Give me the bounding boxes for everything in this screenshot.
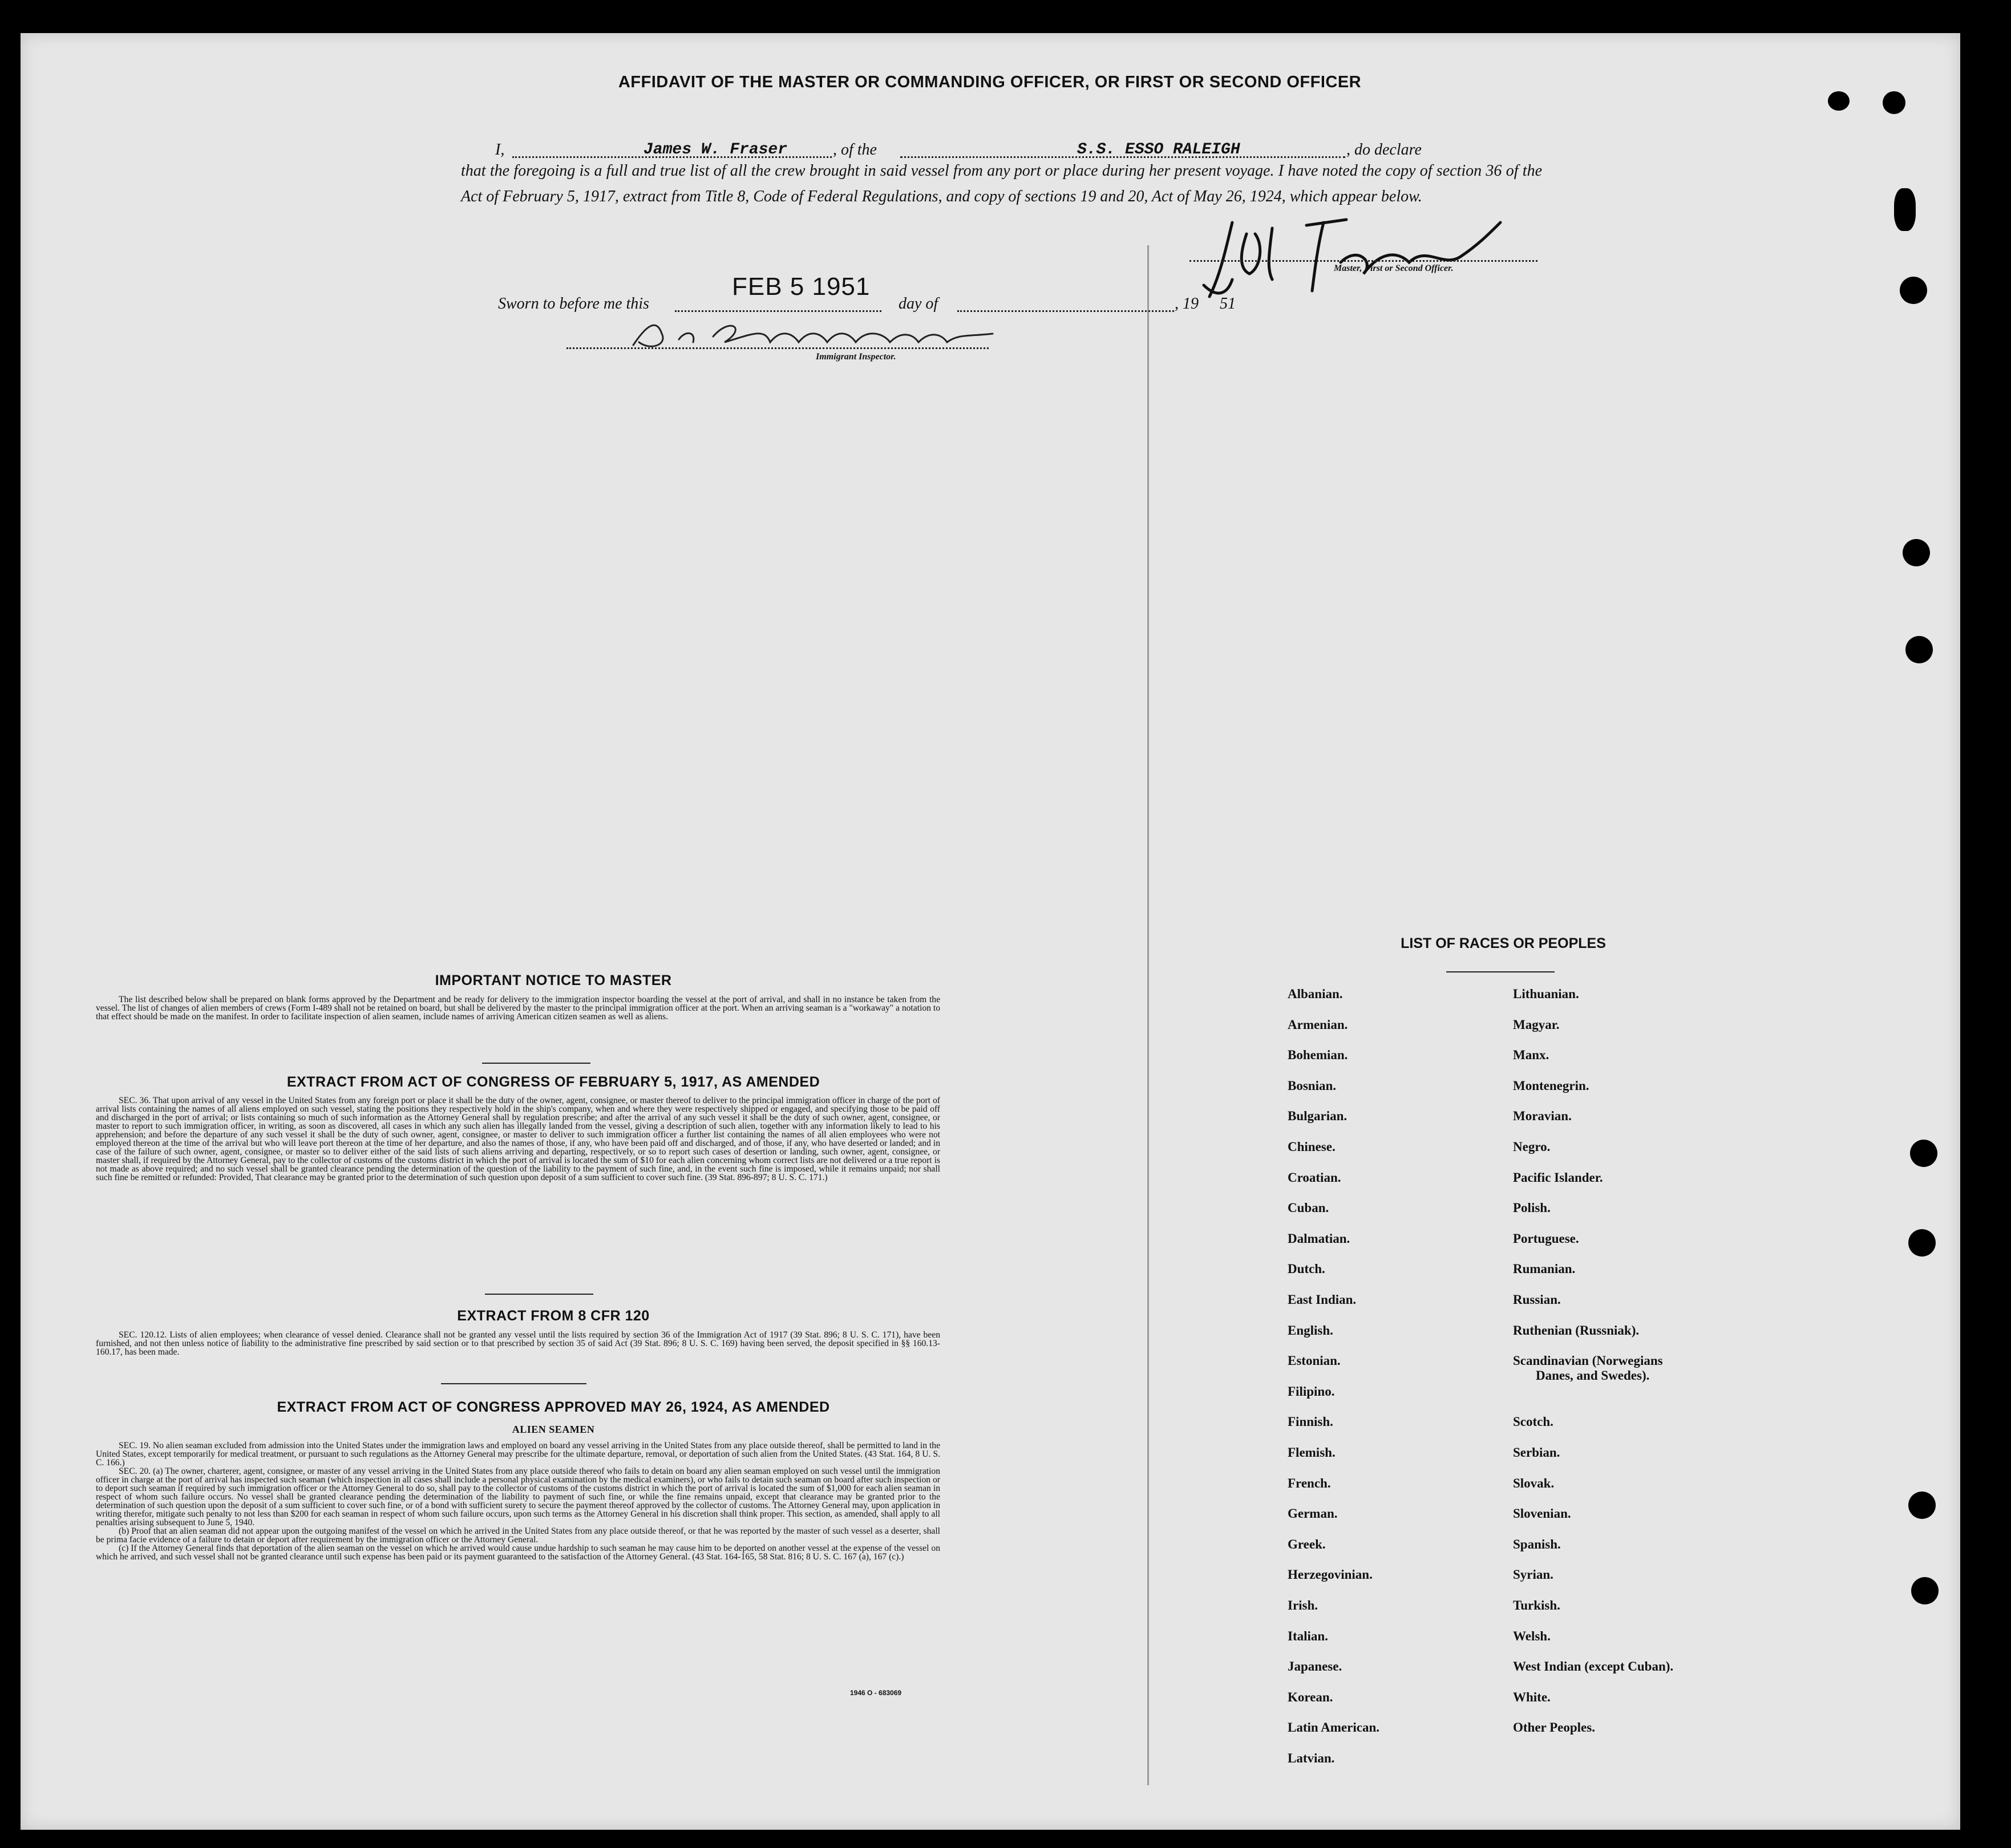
punch-hole xyxy=(1910,1140,1937,1167)
race-item: Bosnian. xyxy=(1288,1078,1337,1093)
date-stamp: FEB 5 1951 xyxy=(732,273,871,301)
declaration-paragraph xyxy=(461,158,1542,209)
day-of-label: day of xyxy=(899,295,938,313)
extract1-heading: EXTRACT FROM ACT OF CONGRESS OF FEBRUARY 5, 1917, AS AMENDED xyxy=(286,1074,820,1090)
race-item: Scotch. xyxy=(1513,1415,1553,1429)
race-item: Magyar. xyxy=(1513,1017,1560,1032)
year-suffix: 51 xyxy=(1220,295,1236,313)
race-item: Armenian. xyxy=(1288,1017,1348,1032)
punch-hole xyxy=(1900,277,1927,304)
declaration-prefix: I, xyxy=(495,141,505,159)
race-item: Flemish. xyxy=(1288,1445,1336,1460)
extract3-paragraph: (b) Proof that an alien seaman did not appear upon the outgoing manifest of the vessel on which he arrived in the United States from any place outside thereof, or that he was reported by the master of such vessel as a deserter, shall be prima facie evidence of a failure to detain or deport after requirement by the immigration officer or the Attorney General. xyxy=(96,1526,940,1545)
race-item: German. xyxy=(1288,1506,1338,1521)
race-item: Korean. xyxy=(1288,1689,1333,1704)
extract3-paragraph: SEC. 20. (a) The owner, charterer, agent, consignee, or master of any vessel arriving in the United States from any place outside thereof who fails to detain on board any alien seaman employed on such vessel until the immigration officer in charge at the port of arrival has inspected such seaman (which inspection in all cases shall include a personal physical examination by the medical examiners), or who fails to detain such seaman on board after such inspection or to deport such seaman if required by such immigration officer or the Attorney General to do so, shall pay to the collector of customs of the customs district in which the port of arrival is located the sum of $1,000 for each alien seaman in respect of whom such failure occurs. No vessel shall be granted clearance pending the determination of the liability to payment of such fine, or while the fine remains unpaid, except that clearance may be granted prior to the determination of such question upon the deposit of a sum sufficient to cover such fine, or of a bond with sufficient surety to secure the payment thereof approved by the collector of customs. The Attorney General may, upon application in writing therefor, mitigate such penalty to not less than $200 for each seaman in respect of whom such failure occurs, upon such terms as the Attorney General in his discretion shall think proper. This section, as amended, shall apply to all penalties arising subsequent to June 5, 1940. xyxy=(96,1466,940,1527)
race-item: West Indian (except Cuban). xyxy=(1513,1659,1674,1674)
race-item: Syrian. xyxy=(1513,1567,1553,1582)
race-item: French. xyxy=(1288,1476,1331,1490)
race-item: Montenegrin. xyxy=(1513,1078,1589,1093)
notice-text xyxy=(96,995,940,1021)
punch-hole xyxy=(1908,1492,1936,1519)
extract1-text xyxy=(96,1096,940,1182)
print-code: 1946 O - 683069 xyxy=(850,1689,902,1697)
race-item: Latin American. xyxy=(1288,1720,1379,1735)
extract3-heading: EXTRACT FROM ACT OF CONGRESS APPROVED MAY 26, 1924, AS AMENDED xyxy=(277,1399,830,1415)
signature-line xyxy=(1189,245,1537,262)
race-item: Japanese. xyxy=(1288,1659,1342,1674)
extract3-text xyxy=(96,1441,940,1561)
punch-hole xyxy=(1905,636,1933,663)
notice-paragraph: The list described below shall be prepared on blank forms approved by the Department and be ready for delivery to the immigration inspector boarding the vessel at the port of arrival, and shall in no instance be taken from the vessel. The list of changes of alien members of crews (Form I-489 shall not be retained on board, but shall be delivered by the master to the principal immigration officer at the port. When an arriving seaman is a "workaway" a notation to that effect should be made on the manifest. In order to facilitate inspection of alien seamen, include names of arriving American citizen seamen as well as aliens. xyxy=(96,995,940,1022)
signature-caption: Master, First or Second Officer. xyxy=(1334,264,1454,273)
divider xyxy=(482,1063,590,1064)
extract2-text xyxy=(96,1331,940,1356)
race-item: Polish. xyxy=(1513,1201,1551,1215)
extract1-paragraph: SEC. 36. That upon arrival of any vessel in the United States from any foreign port or place it shall be the duty of the owner, agent, consignee, or master thereof to deliver to the principal immigration officer in charge of the port of arrival lists containing the names of all aliens employed on such vessel, stating the positions they respectively hold in the ship's company, when and where they were respectively shipped or engaged, and specifying those to be paid off and discharged in the port of arrival; or lists containing so much of such information as the Attorney General shall by regulation prescribe; and after the arrival of any such vessel it shall be the duty of such owner, agent, consignee, or master to report to such immigration officer, in writing, as soon as discovered, all cases in which any such alien has illegally landed from the vessel, giving a description of such alien, together with any information likely to lead to his apprehension; and before the departure of any such vessel it shall be the duty of such owner, agent, consignee, or master to deliver to such immigration officer a further list containing the names of all alien employees who were not employed thereon at the time of the arrival but who will leave port thereon at the time of her departure, and also the names of those, if any, who have been paid off and discharged, and of those, if any, who have deserted or landed; and in case of the failure of such owner, agent, consignee, or master so to deliver either of the said lists of such aliens arriving and departing, respectively, or so to report such cases of desertion or landing, such owner, agent, consignee, or master shall, if required by the Attorney General, pay to the collector of customs of the customs district in which the port of arrival is located the sum of $10 for each alien concerning whom correct lists are not delivered or a true report is not made as above required; and no such vessel shall be granted clearance pending the determination of the question of the liability to the payment of such fine, and, in the event such fine is imposed, while it remains unpaid; nor shall such fine be remitted or refunded: Provided, That clearance may be granted prior to the determination of such question upon deposit of a sum sufficient to cover such fine. (39 Stat. 896-897; 8 U. S. C. 171.) xyxy=(96,1096,940,1182)
punch-hole xyxy=(1911,1577,1939,1604)
do-declare-label: , do declare xyxy=(1346,141,1422,159)
punch-hole xyxy=(1828,91,1850,111)
race-item: Cuban. xyxy=(1288,1201,1329,1215)
race-item: Estonian. xyxy=(1288,1353,1341,1368)
inspector-caption: Immigrant Inspector. xyxy=(816,352,896,362)
of-the-label: , of the xyxy=(833,141,877,159)
extract3-paragraph: SEC. 19. No alien seaman excluded from admission into the United States under the immigration laws and employed on board any vessel arriving in the United States from any place outside thereof, shall be permitted to land in the United States, except temporarily for medical treatment, or pursuant to such regulations as the Attorney General may prescribe for the ultimate departure, removal, or deportation of such alien from the United States. (43 Stat. 164, 8 U. S. C. 166.) xyxy=(96,1441,940,1468)
notice-heading: IMPORTANT NOTICE TO MASTER xyxy=(435,972,672,988)
race-item: Slovak. xyxy=(1513,1476,1555,1490)
race-item: Turkish. xyxy=(1513,1598,1560,1612)
race-item: Bulgarian. xyxy=(1288,1109,1348,1124)
race-item: Slovenian. xyxy=(1513,1506,1571,1521)
race-item: Albanian. xyxy=(1288,987,1343,1001)
race-item: Manx. xyxy=(1513,1048,1549,1063)
declaration-text: that the foregoing is a full and true list of all the crew brought in said vessel from any port or place during her present voyage. I have noted the copy of section 36 of the Act of February 5, 1917, extract from Title 8, Code of Federal Regulations, and copy of sections 19 and 20, Act of May 26, 1924, which appear below. xyxy=(461,162,1542,205)
extract3-subheading: ALIEN SEAMEN xyxy=(512,1424,595,1435)
race-item: Lithuanian. xyxy=(1513,987,1579,1001)
race-item: Ruthenian (Russniak). xyxy=(1513,1323,1640,1338)
race-item: Croatian. xyxy=(1288,1170,1341,1185)
year-prefix: , 19 xyxy=(1175,295,1199,313)
race-item: Welsh. xyxy=(1513,1628,1551,1643)
punch-hole xyxy=(1894,188,1916,231)
vessel-name: S.S. ESSO RALEIGH xyxy=(1077,141,1240,159)
race-item: English. xyxy=(1288,1323,1333,1338)
race-item: White. xyxy=(1513,1689,1551,1704)
extract3-paragraph: (c) If the Attorney General finds that deportation of the alien seaman on the vessel on which he arrived would cause undue hardship to such seaman he may cause him to be deported on another vessel at the expense of the vessel on which he arrived, and such vessel shall not be granted clearance until such expense has been paid or its payment guaranteed to the satisfaction of the Attorney General. (43 Stat. 164-165, 58 Stat. 816; 8 U. S. C. 167 (a), 167 (c).) xyxy=(96,1543,940,1562)
fold-line xyxy=(1147,245,1149,1785)
sworn-prefix: Sworn to before me this xyxy=(498,295,649,313)
race-item: Irish. xyxy=(1288,1598,1318,1612)
race-item: Filipino. xyxy=(1288,1384,1335,1399)
race-item: Spanish. xyxy=(1513,1537,1561,1551)
race-item: Rumanian. xyxy=(1513,1262,1576,1276)
race-item: Dalmatian. xyxy=(1288,1231,1350,1246)
race-item: Moravian. xyxy=(1513,1109,1572,1124)
extract2-paragraph: SEC. 120.12. Lists of alien employees; when clearance of vessel denied. Clearance shall not be granted any vessel until the lists required by section 36 of the Immigration Act of 1917 (39 Stat. 896; 8 U. S. C. 171), have been furnished, and not then unless notice of liability to the administrative fine prescribed by said section or to that prescribed by section 35 of said Act (39 Stat. 896; 8 U. S. C. 169) having been served, the deposit specified in §§ 160.13-160.17, has been made. xyxy=(96,1330,940,1357)
race-item: Other Peoples. xyxy=(1513,1720,1595,1735)
punch-hole xyxy=(1908,1229,1936,1257)
race-item: Dutch. xyxy=(1288,1262,1325,1276)
race-item: Herzegovinian. xyxy=(1288,1567,1373,1582)
races-heading: LIST OF RACES OR PEOPLES xyxy=(1401,935,1606,951)
race-item: Finnish. xyxy=(1288,1415,1333,1429)
divider xyxy=(441,1383,586,1384)
race-item: East Indian. xyxy=(1288,1292,1357,1307)
inspector-line xyxy=(567,333,989,349)
punch-hole xyxy=(1903,539,1930,566)
race-item: Italian. xyxy=(1288,1628,1328,1643)
race-item: Serbian. xyxy=(1513,1445,1560,1460)
master-name: James W. Fraser xyxy=(644,141,788,159)
divider xyxy=(1446,971,1555,972)
race-item: Bohemian. xyxy=(1288,1048,1348,1063)
punch-hole xyxy=(1883,91,1905,114)
extract2-heading: EXTRACT FROM 8 CFR 120 xyxy=(457,1308,650,1324)
race-item: Chinese. xyxy=(1288,1140,1336,1154)
race-item: Greek. xyxy=(1288,1537,1326,1551)
race-item: Scandinavian (Norwegians Danes, and Swedes). xyxy=(1513,1353,1663,1383)
month-blank xyxy=(957,295,1174,312)
divider xyxy=(485,1294,593,1295)
race-item: Negro. xyxy=(1513,1140,1551,1154)
race-item: Pacific Islander. xyxy=(1513,1170,1603,1185)
race-item: Latvian. xyxy=(1288,1751,1335,1765)
race-item: Russian. xyxy=(1513,1292,1561,1307)
affidavit-title: AFFIDAVIT OF THE MASTER OR COMMANDING OFFICER, OR FIRST OR SECOND OFFICER xyxy=(618,73,1362,91)
race-item: Portuguese. xyxy=(1513,1231,1579,1246)
